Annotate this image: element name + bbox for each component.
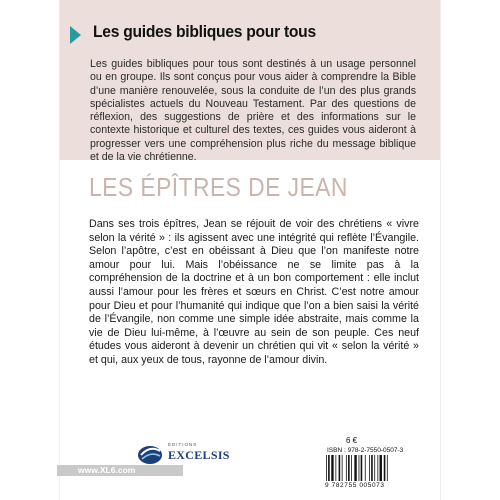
barcode-digits: 9 782755 005073 bbox=[325, 482, 385, 489]
barcode-bar bbox=[354, 455, 356, 481]
price: 6 € bbox=[346, 436, 358, 445]
barcode-bar bbox=[374, 455, 375, 481]
barcode-bar bbox=[384, 455, 386, 481]
book-description: Dans ses trois épîtres, Jean se réjouit de voir des chrétiens « vivre selon la vérité » : ils agissent avec une intégrité qui reflète l’Évangile. Selon l’apôtre, c’est en obéissant à Dieu que l’on manifeste notre amour pour lui. Mais l’obéissance ne se limite pas à la compréhension de la doctrine et à un bon comportement : elle inclut aussi l’amour pour les frères et sœurs en Christ. C’est notre amour pour Dieu et pour l’humanité qui indique que l’on a bien saisi la vérité de l’Évangile, non comme une simple idée abstraite, mais comme la vie de Dieu lui-même, à l’œuvre au sein de son peuple. Ces neuf études vous aideront à devenir un chrétien qui vit « selon la vérité » et qui, aux yeux de tous, rayonne de l’amour divin. bbox=[89, 218, 419, 366]
publisher-tagline: ÉDITIONS bbox=[168, 442, 198, 447]
barcode-bar bbox=[380, 455, 382, 481]
barcode-bar bbox=[326, 455, 327, 481]
series-title: Les guides bibliques pour tous bbox=[93, 22, 316, 41]
barcode-bar bbox=[369, 455, 370, 481]
barcode-bar bbox=[339, 455, 341, 481]
book-title: LES ÉPÎTRES DE JEAN bbox=[89, 172, 348, 202]
series-panel bbox=[60, 0, 440, 164]
barcode-bar bbox=[365, 455, 366, 481]
barcode-bar bbox=[328, 455, 330, 481]
barcode-bar bbox=[342, 455, 343, 481]
barcode-bar bbox=[387, 455, 388, 481]
series-intro: Les guides bibliques pour tous sont destinés à un usage personnel ou en groupe. Ils sont conçus pour vous aider à comprendre la Bible d’une manière renouvelée, sous la conduite de l’un des plus grands spécialistes actuels du Nouveau Testament. Par des questions de réflexion, des suggestions de prière et des informations sur le contexte historique et culturel des textes, ces guides vous aideront à progresser vers une compréhension plus riche du message biblique et de la vie chrétienne. bbox=[90, 58, 416, 164]
website-link[interactable]: www.XL6.com bbox=[78, 465, 136, 475]
arrow-icon bbox=[70, 26, 81, 44]
barcode-bar bbox=[377, 455, 378, 481]
barcode-bar bbox=[348, 455, 350, 481]
publisher-name: EXCELSIS bbox=[168, 448, 230, 462]
barcode-bar bbox=[351, 455, 352, 481]
barcode-bar bbox=[361, 455, 363, 481]
barcode-bar bbox=[335, 455, 336, 481]
excelsis-logo-icon bbox=[136, 443, 164, 465]
barcode-bar bbox=[346, 455, 347, 481]
isbn: ISBN : 978-2-7550-0507-3 bbox=[327, 447, 404, 454]
barcode-bar bbox=[331, 455, 333, 481]
barcode bbox=[325, 455, 411, 481]
book-back-cover bbox=[60, 0, 440, 500]
barcode-bar bbox=[371, 455, 373, 481]
barcode-bar bbox=[359, 455, 360, 481]
